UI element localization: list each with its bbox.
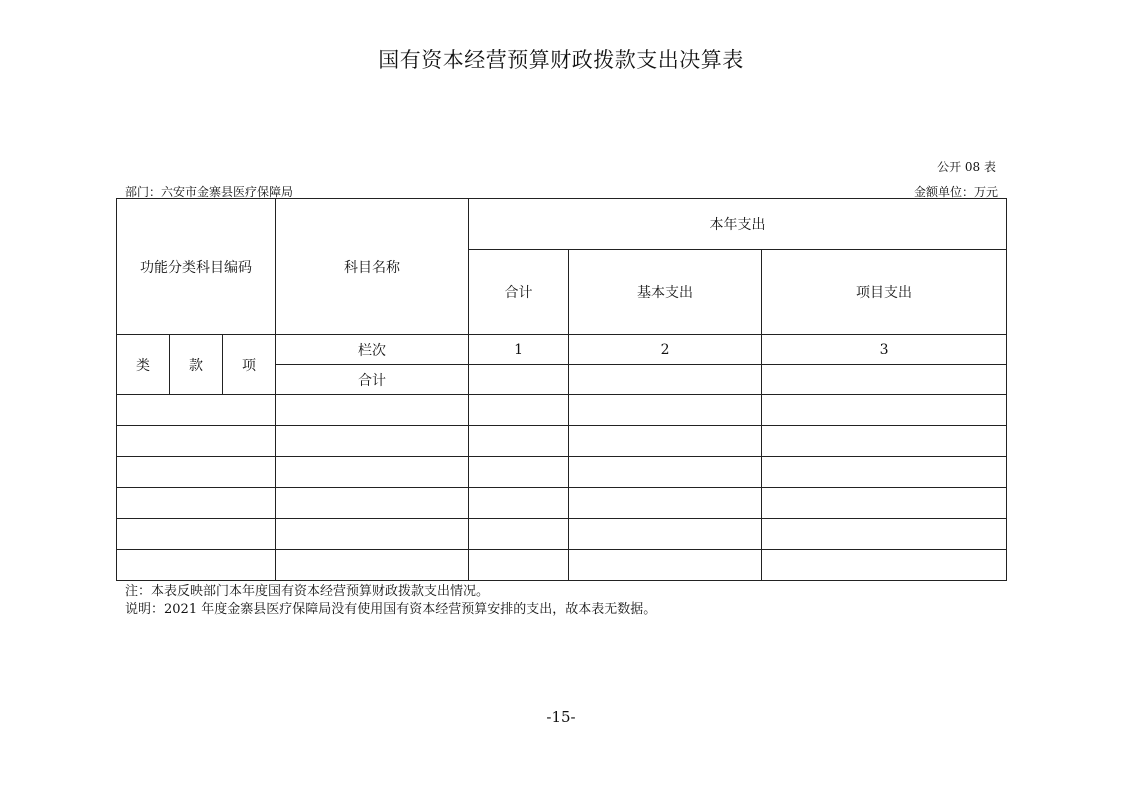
department-label: 部门：六安市金寨县医疗保障局: [125, 185, 294, 199]
empty-cell: [469, 550, 569, 581]
col-kuan: 款: [170, 335, 223, 395]
empty-cell: [762, 395, 1007, 426]
page-title: 国有资本经营预算财政拨款支出决算表: [378, 48, 744, 72]
table-row: [117, 550, 1007, 581]
total-sum-cell: [469, 365, 569, 395]
empty-cell: [276, 426, 469, 457]
total-basic-cell: [569, 365, 762, 395]
row-lanci-label: 栏次: [276, 335, 469, 365]
table-row: [117, 488, 1007, 519]
empty-cell: [469, 426, 569, 457]
empty-cell: [117, 550, 276, 581]
col-lei: 类: [117, 335, 170, 395]
empty-cell: [117, 395, 276, 426]
page-number: -15-: [546, 708, 576, 726]
empty-cell: [762, 488, 1007, 519]
empty-cell: [762, 457, 1007, 488]
table-row: [117, 426, 1007, 457]
header-basic: 基本支出: [569, 250, 762, 335]
table-row: [117, 457, 1007, 488]
empty-cell: [569, 395, 762, 426]
empty-cell: [762, 519, 1007, 550]
col-xiang: 项: [223, 335, 276, 395]
empty-cell: [469, 457, 569, 488]
row-total-label: 合计: [276, 365, 469, 395]
header-current-year: 本年支出: [469, 199, 1007, 250]
empty-cell: [276, 488, 469, 519]
total-project-cell: [762, 365, 1007, 395]
lanci-2: 2: [569, 335, 762, 365]
empty-cell: [569, 519, 762, 550]
empty-cell: [117, 457, 276, 488]
empty-cell: [117, 519, 276, 550]
expenditure-table: [116, 198, 1007, 581]
header-code: 功能分类科目编码: [117, 199, 276, 335]
empty-cell: [569, 426, 762, 457]
empty-cell: [276, 395, 469, 426]
table-explanation: 说明：2021 年度金寨县医疗保障局没有使用国有资本经营预算安排的支出，故本表无数据。: [125, 602, 657, 617]
empty-cell: [569, 457, 762, 488]
header-name: 科目名称: [276, 199, 469, 335]
lanci-1: 1: [469, 335, 569, 365]
empty-cell: [276, 457, 469, 488]
empty-cell: [469, 395, 569, 426]
table-row: [117, 395, 1007, 426]
lanci-3: 3: [762, 335, 1007, 365]
empty-cell: [569, 488, 762, 519]
empty-cell: [117, 488, 276, 519]
empty-cell: [569, 550, 762, 581]
empty-cell: [762, 550, 1007, 581]
empty-cell: [762, 426, 1007, 457]
table-note: 注：本表反映部门本年度国有资本经营预算财政拨款支出情况。: [125, 584, 490, 599]
empty-cell: [469, 488, 569, 519]
form-number: 公开 08 表: [937, 160, 996, 174]
table-row: [117, 519, 1007, 550]
amount-unit-label: 金额单位：万元: [913, 185, 998, 199]
empty-cell: [117, 426, 276, 457]
empty-cell: [276, 519, 469, 550]
empty-cell: [276, 550, 469, 581]
header-project: 项目支出: [762, 250, 1007, 335]
header-total: 合计: [469, 250, 569, 335]
empty-cell: [469, 519, 569, 550]
